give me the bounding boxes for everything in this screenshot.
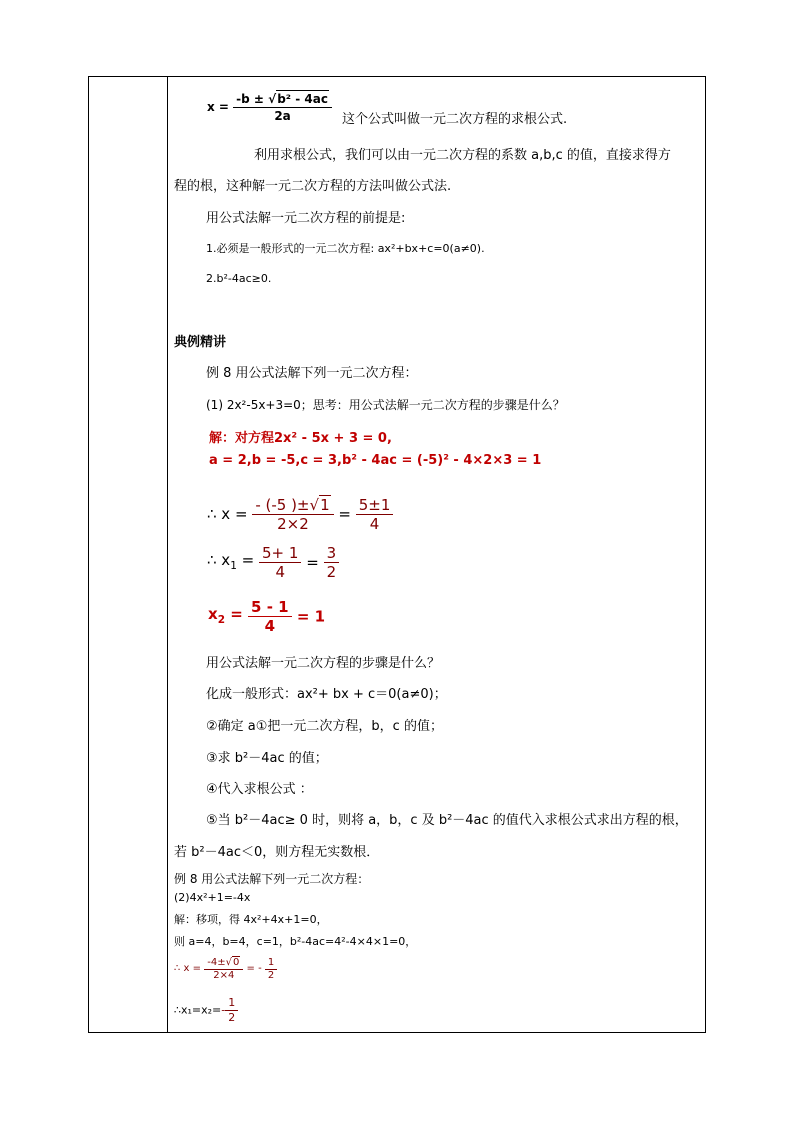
root-x2-eq: $x_2$ = $\frac{5 - 1}{4}$ = 1 — [208, 598, 326, 635]
section-title: 典例精讲 — [174, 335, 227, 350]
paragraph-line: 程的根，这种解一元二次方程的方法叫做公式法. — [174, 179, 452, 194]
paragraph-line: 利用求根公式，我们可以由一元二次方程的系数 a,b,c 的值，直接求得方 — [254, 148, 671, 163]
final-root: ∴x₁=x₂=- $\frac{1}{2}$ — [174, 996, 238, 1025]
solution-line: 解：移项，得 4x²+4x+1=0， — [174, 913, 328, 926]
premise-item: 2.b²-4ac≥0. — [206, 272, 272, 285]
premise-item: 1.必须是一般形式的一元二次方程: ax²+bx+c=0(a≠0). — [206, 242, 485, 255]
root-formula-eq: ∴ x = $\frac{- (-5 )\pm√1}{2\times 2}$ = $\frac{5\pm 1}{4}$ — [207, 495, 393, 533]
solution-line: a = 2,b = -5,c = 3,b² - 4ac = (-5)² - 4×2×3 = 1 — [209, 453, 542, 468]
quadratic-formula: x = $\frac{\text{-b ± √b² - 4ac}}{2a}$ — [207, 90, 332, 124]
step-item: ④代入求根公式 ： — [206, 782, 313, 797]
solution-line: 则 a=4，b=4，c=1，b²-4ac=4²-4×4×1=0， — [174, 935, 417, 948]
premise-title: 用公式法解一元二次方程的前提是: — [206, 211, 406, 226]
root-formula-eq-2: ∴ x = $\frac{-4\pm√0}{2\times 4}$ = - $\frac{1}{2}$ — [174, 956, 277, 982]
step-item: ②确定 a①把一元二次方程，b，c 的值； — [206, 719, 443, 734]
formula-caption: 这个公式叫做一元二次方程的求根公式. — [342, 112, 568, 127]
solution-line: 解：对方程2x² - 5x + 3 = 0, — [209, 431, 392, 446]
example-problem: (2)4x²+1=-4x — [174, 891, 251, 904]
step-item: 化成一般形式：ax²+ bx + c＝0(a≠0)； — [206, 687, 447, 702]
table-column-divider — [167, 77, 168, 1032]
step-item: 若 b²－4ac＜0，则方程无实数根． — [174, 845, 380, 860]
step-item: ⑤当 b²－4ac≥ 0 时，则将 a，b，c 及 b²－4ac 的值代入求根公式求出方程的根， — [206, 813, 688, 828]
steps-title: 用公式法解一元二次方程的步骤是什么？ — [206, 656, 441, 671]
example-title: 例 8 用公式法解下列一元二次方程： — [174, 872, 370, 886]
example-title: 例 8 用公式法解下列一元二次方程： — [206, 366, 418, 381]
step-item: ③求 b²－4ac 的值； — [206, 751, 328, 766]
root-x1-eq: ∴ $x_1$ = $\frac{5+ 1}{4}$ = $\frac{3}{2}$ — [207, 544, 339, 581]
example-problem: (1) 2x²-5x+3=0；思考：用公式法解一元二次方程的步骤是什么？ — [206, 398, 565, 412]
